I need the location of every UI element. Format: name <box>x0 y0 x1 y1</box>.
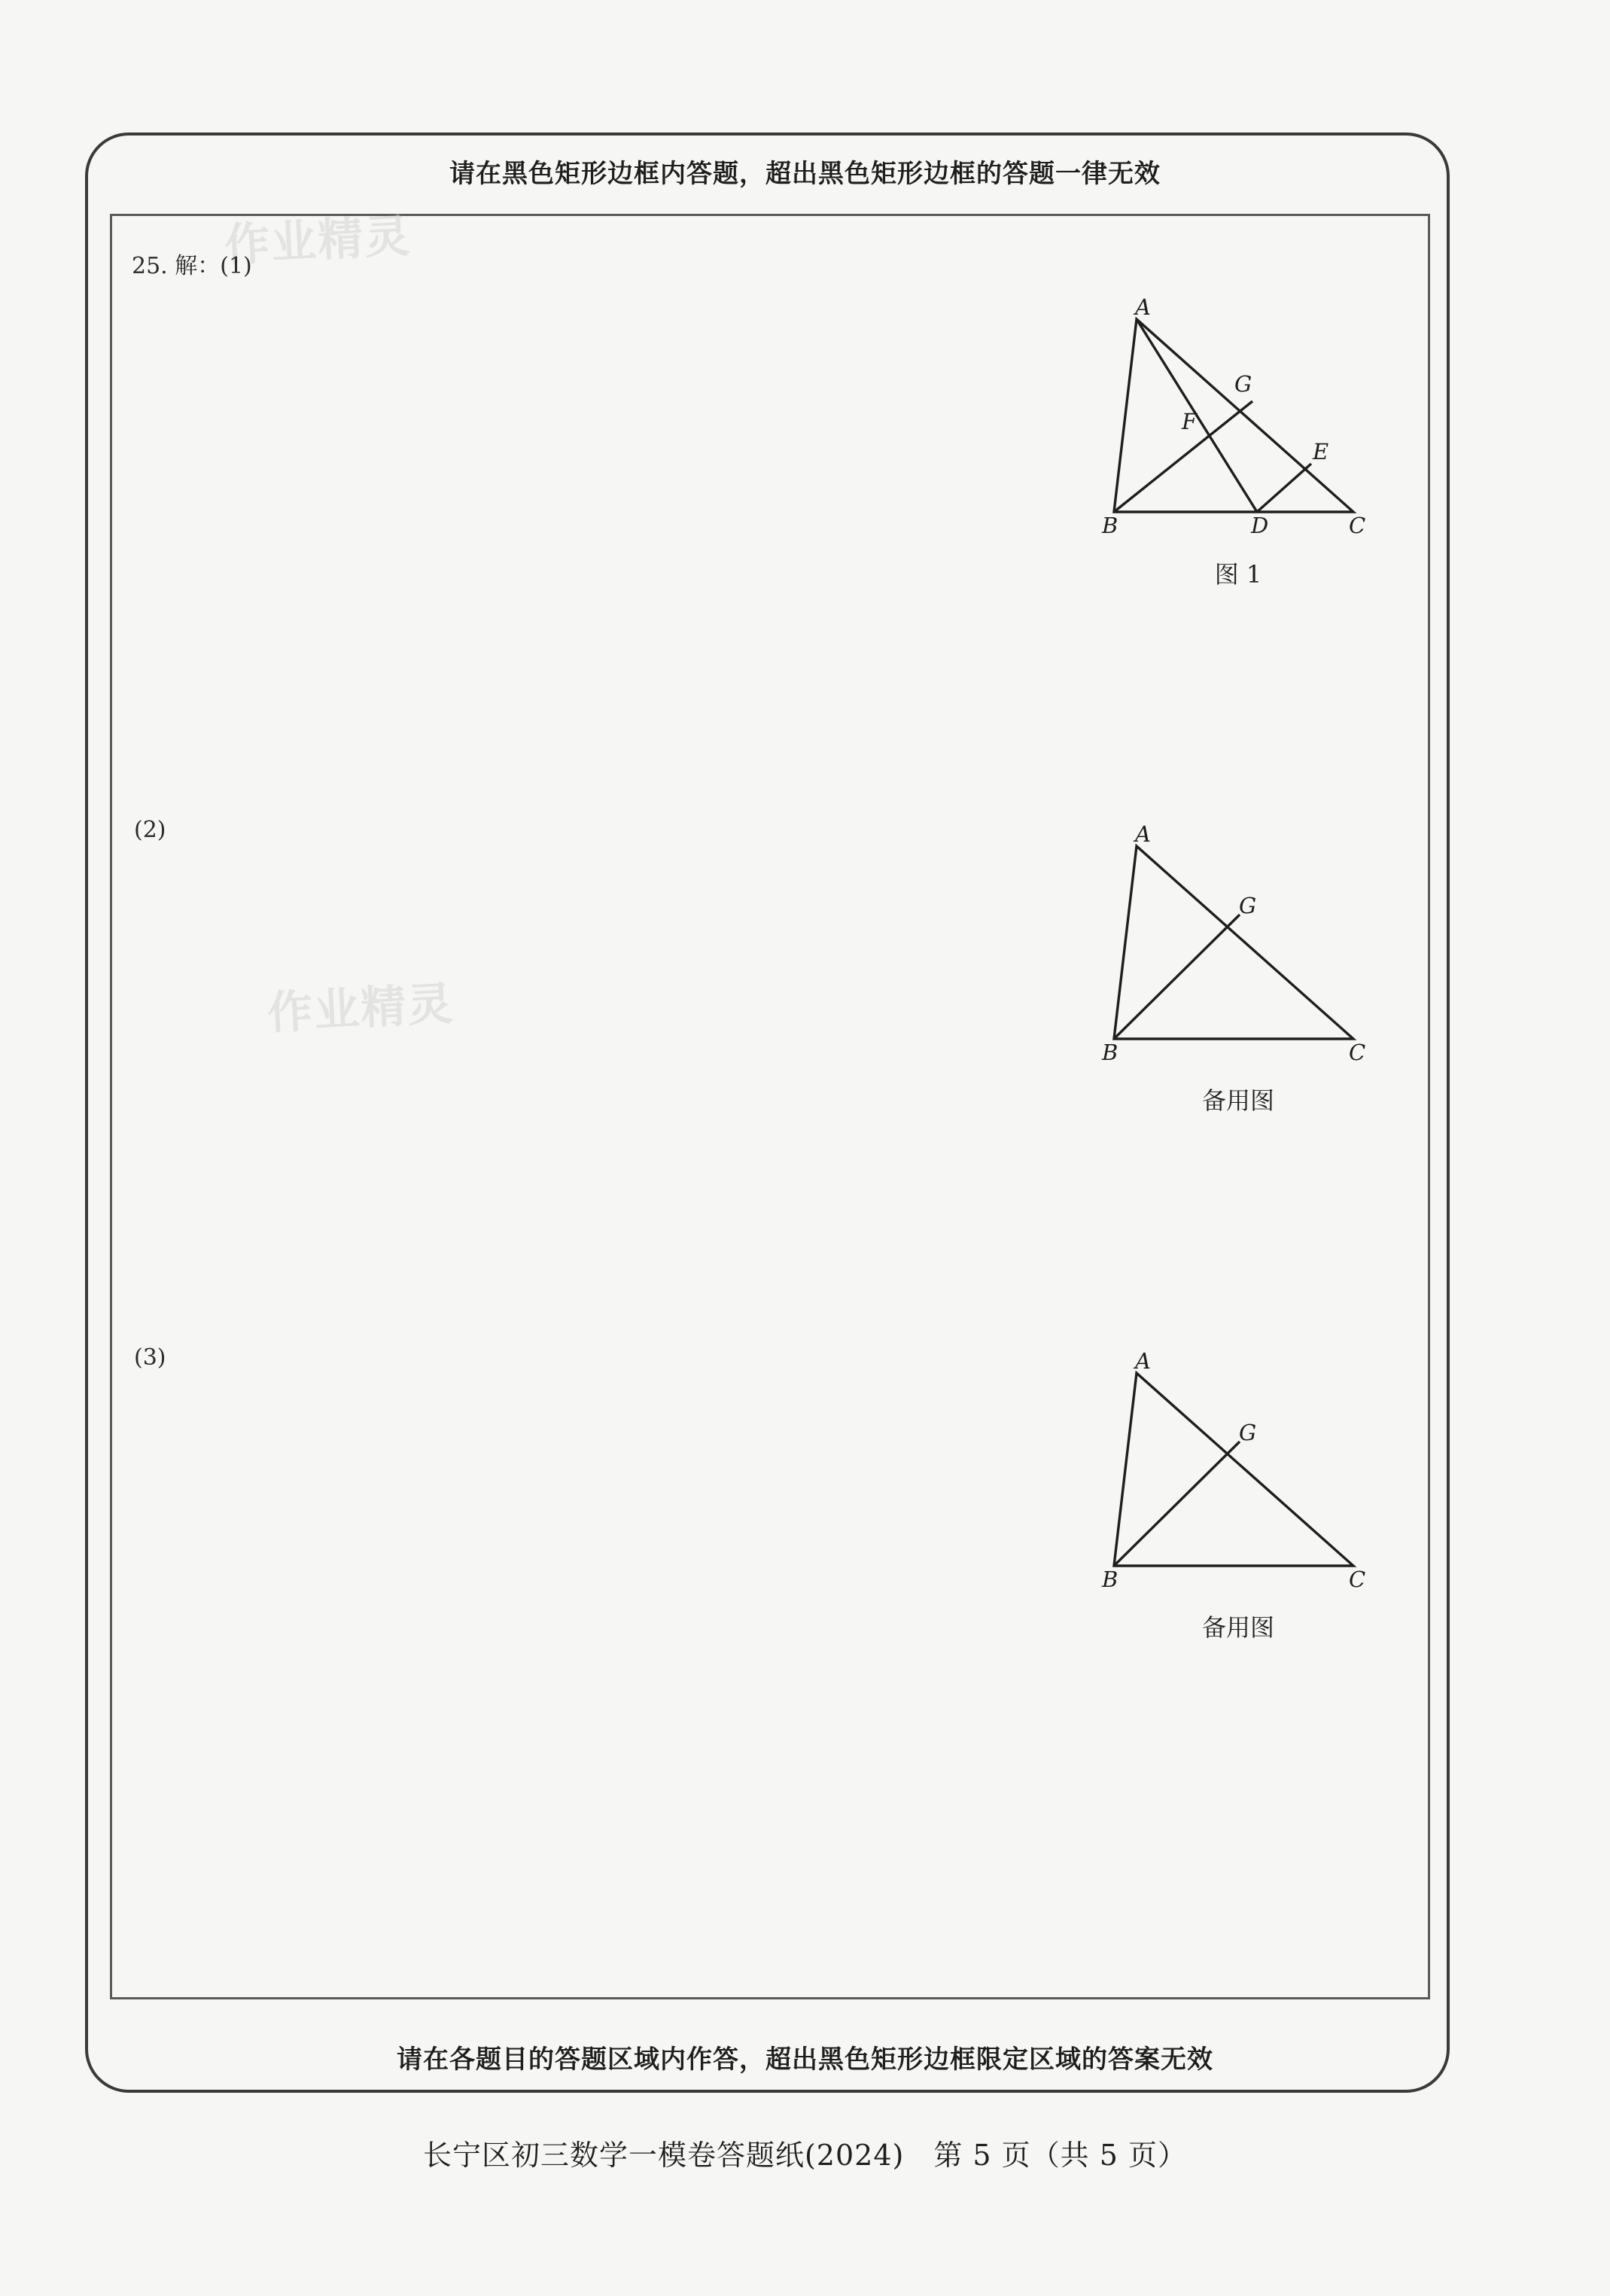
vertex-label-b: B <box>1102 1040 1118 1065</box>
triangle-abc <box>1114 1373 1353 1566</box>
header-instruction: 请在黑色矩形边框内答题，超出黑色矩形边框的答题一律无效 <box>449 159 1161 189</box>
question-25-part-2-label: (2) <box>134 817 166 843</box>
figure-3-caption: 备用图 <box>1201 1613 1274 1642</box>
point-label-g: G <box>1239 1420 1257 1445</box>
point-label-g: G <box>1239 893 1257 918</box>
vertex-label-a: A <box>1135 821 1151 847</box>
figure-1-caption: 图 1 <box>1214 560 1262 589</box>
segment-bg <box>1114 1442 1240 1566</box>
vertex-label-b: B <box>1102 1567 1118 1592</box>
point-label-g: G <box>1234 371 1252 397</box>
point-label-d: D <box>1251 513 1269 538</box>
segment-de <box>1257 464 1311 512</box>
figure-3-triangle <box>1084 1340 1385 1596</box>
vertex-label-c: C <box>1349 1040 1366 1065</box>
point-label-f: F <box>1182 409 1198 434</box>
figure-1-triangle <box>1084 286 1385 542</box>
vertex-label-a: A <box>1135 1348 1151 1374</box>
point-label-e: E <box>1313 439 1329 464</box>
figure-2-caption: 备用图 <box>1201 1086 1274 1115</box>
question-25-part-1-label: 25. 解：(1) <box>132 253 252 279</box>
vertex-label-c: C <box>1349 513 1366 538</box>
footer-instruction: 请在各题目的答题区域内作答，超出黑色矩形边框限定区域的答案无效 <box>397 2045 1213 2075</box>
page-title: 长宁区初三数学一模卷答题纸(2024) 第 5 页（共 5 页） <box>422 2139 1188 2172</box>
vertex-label-b: B <box>1102 513 1118 538</box>
triangle-abc <box>1114 846 1353 1039</box>
segment-bg <box>1114 915 1240 1039</box>
vertex-label-a: A <box>1135 294 1151 320</box>
vertex-label-c: C <box>1349 1567 1366 1592</box>
figure-2-triangle <box>1084 813 1385 1069</box>
question-25-part-3-label: (3) <box>134 1344 166 1371</box>
watermark-logo: 作业精灵 <box>266 977 455 1040</box>
watermark-logo: 作业精灵 <box>223 209 412 273</box>
